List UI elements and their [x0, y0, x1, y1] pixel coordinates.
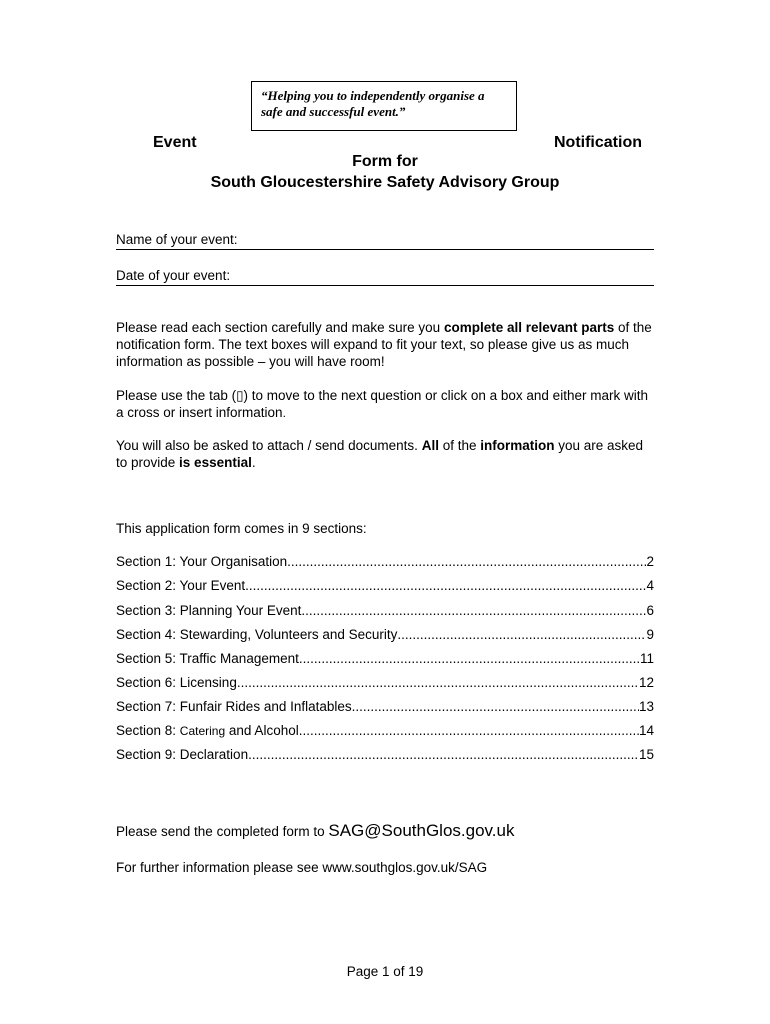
intro-p3-e: you are asked to provide — [116, 438, 644, 470]
intro-p3-bold-essential: is essential — [179, 455, 252, 470]
toc-label-part: Catering — [179, 724, 226, 738]
intro-p3-bold-information: information — [480, 438, 555, 453]
toc-label-part: Section 8: — [116, 723, 180, 738]
intro-p3-bold-all: All — [421, 438, 439, 453]
intro-paragraph-2 — [116, 387, 656, 422]
intro-p3-c: of the — [438, 438, 481, 453]
toc-label: Section 3: Planning Your Event — [116, 603, 302, 618]
intro-p1-bold: complete all relevant parts — [443, 320, 615, 335]
title-line-2: Form for — [352, 153, 418, 170]
toc-label: Section 5: Traffic Management — [116, 651, 299, 666]
intro-p2-text: Please use the tab (▯) to move to the next question or click on a box and either mark with a cross or insert information — [116, 388, 648, 420]
toc-leader — [299, 651, 640, 666]
toc-row-section-6[interactable] — [116, 675, 654, 690]
toc-row-section-4[interactable] — [116, 627, 654, 642]
tagline-box — [251, 81, 517, 131]
toc-leader — [287, 554, 646, 569]
event-date-label: Date of your event: — [116, 268, 231, 283]
intro-paragraph-1 — [116, 319, 656, 370]
toc-label: Section 7: Funfair Rides and Inflatables — [116, 699, 352, 714]
toc-leader — [237, 675, 639, 690]
toc-row-section-8[interactable] — [116, 723, 654, 738]
toc-leader — [301, 603, 646, 618]
tagline-text: “Helping you to independently organise a safe and successful event.” — [261, 88, 485, 119]
intro-p3-a: You will also be asked to attach / send documents. — [116, 438, 422, 453]
toc-row-section-3[interactable] — [116, 603, 654, 618]
toc-page: 9 — [646, 627, 654, 642]
toc-leader — [397, 627, 646, 642]
toc-leader — [299, 723, 639, 738]
toc-leader — [245, 578, 646, 593]
title-line-3: South Gloucestershire Safety Advisory Group — [210, 174, 560, 191]
title-word-notification: Notification — [554, 134, 642, 151]
intro-p1-text-a: Please read each section carefully and make sure you — [116, 320, 444, 335]
toc-page: 2 — [646, 554, 654, 569]
toc-label: Section 4: Stewarding, Volunteers and Security — [116, 627, 398, 642]
send-form-text: Please send the completed form to — [116, 824, 329, 839]
title-word-event: Event — [153, 134, 197, 151]
send-form-line — [116, 821, 656, 842]
toc-label: Section 2: Your Event — [116, 578, 246, 593]
event-name-field[interactable] — [116, 232, 654, 250]
title-line-1 — [116, 134, 654, 154]
toc-row-section-9[interactable] — [116, 747, 654, 762]
toc-page: 13 — [638, 699, 654, 714]
toc-page: 11 — [639, 651, 654, 666]
intro-p2-end: . — [282, 406, 286, 420]
sections-intro: This application form comes in 9 sections: — [116, 521, 367, 536]
toc-page: 6 — [646, 603, 654, 618]
toc-row-section-5[interactable] — [116, 651, 654, 666]
toc-page: 14 — [638, 723, 654, 738]
toc-label: Section 6: Licensing — [116, 675, 237, 690]
page-number: Page 1 of 19 — [346, 964, 424, 979]
toc-label: Section 9: Declaration — [116, 747, 249, 762]
intro-p3-g: . — [251, 455, 256, 470]
toc-row-section-7[interactable] — [116, 699, 654, 714]
event-name-label: Name of your event: — [116, 232, 238, 247]
toc-leader — [352, 699, 639, 714]
further-info-line: For further information please see www.southglos.gov.uk/SAG — [116, 860, 488, 875]
toc-page: 15 — [638, 747, 654, 762]
toc-label-part: and Alcohol — [225, 723, 299, 738]
intro-p1-text-c: of the notification form. The text boxes will expand to fit your text, so please give us as much information as possible – you will have room! — [116, 320, 652, 369]
intro-paragraph-3 — [116, 437, 656, 471]
toc-page: 12 — [638, 675, 654, 690]
toc-label — [116, 723, 299, 738]
toc-label: Section 1: Your Organisation — [116, 554, 288, 569]
event-date-field[interactable] — [116, 268, 654, 286]
toc-row-section-2[interactable] — [116, 578, 654, 593]
toc-row-section-1[interactable] — [116, 554, 654, 569]
toc-page: 4 — [646, 578, 654, 593]
contact-email-link[interactable]: SAG@SouthGlos.gov.uk — [328, 821, 515, 840]
toc-leader — [248, 747, 639, 762]
